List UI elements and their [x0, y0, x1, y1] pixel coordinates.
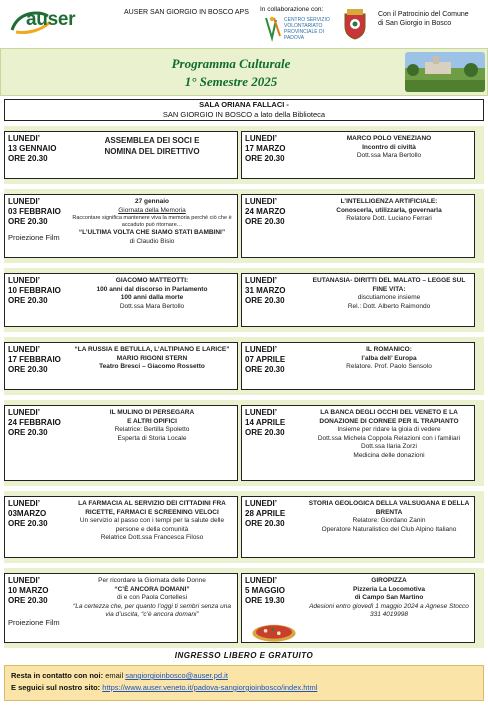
event-day: LUNEDI’: [245, 345, 277, 354]
event-time: ORE 20.30: [8, 296, 48, 305]
event-time: ORE 20.30: [245, 154, 285, 163]
patrocinio-line1: Con il Patrocinio del Comune: [378, 11, 469, 18]
event-line: E ALTRI OPIFICI: [127, 417, 177, 425]
event-line: EUTANASIA- DIRITTI DEL MALATO – LEGGE SUL FINE VITA:: [312, 277, 466, 293]
event-line: 27 gennaio: [135, 198, 169, 205]
event-date: [245, 134, 285, 164]
event-line: Rel.: Dott. Alberto Raimondo: [347, 302, 431, 310]
pizza-icon: [247, 620, 301, 644]
event-line: discutiamone insieme: [357, 294, 421, 301]
event-date: 17 MARZO: [245, 144, 286, 153]
contact-label: Resta in contatto con noi:: [11, 671, 104, 680]
event-time: ORE 20.30: [245, 217, 285, 226]
left-event-card: [4, 342, 238, 390]
title-line1: Programma Culturale: [171, 56, 291, 71]
event-date: [245, 408, 285, 438]
logo-text: auser: [26, 9, 76, 30]
left-event-card: [4, 131, 238, 179]
event-day: LUNEDI’: [8, 499, 40, 508]
event-line: Per ricordare la Giornata delle Donne: [98, 577, 206, 584]
website-link[interactable]: https://www.auser.veneto.it/padova-sangiorgioinbosco/index.html: [102, 683, 318, 692]
left-event-card: [4, 273, 238, 327]
venue-location: SAN GIORGIO IN BOSCO a lato della Biblioteca: [162, 109, 326, 119]
event-day: LUNEDI’: [8, 576, 40, 585]
left-event-card: [4, 405, 238, 481]
event-description: [69, 135, 235, 157]
event-description: [306, 277, 472, 311]
event-line: Operatore Naturalistico del Club Alpino Italiano: [321, 525, 457, 533]
event-line: “L’ULTIMA VOLTA CHE SIAMO STATI BAMBINI”: [78, 229, 226, 236]
event-line: “C’È ANCORA DOMANI”: [114, 585, 190, 593]
event-time: ORE 20.30: [245, 296, 285, 305]
event-time: ORE 20.30: [245, 519, 285, 528]
event-line: Pizzeria La Locomotiva: [353, 585, 425, 593]
event-line: IL ROMANICO:: [366, 346, 412, 353]
event-line: Relatore Dott. Luciano Ferrari: [346, 215, 432, 222]
event-description: [69, 500, 235, 543]
event-line: Raccontare significa mantenere viva la memoria perché ciò che è accaduto può ritornare…: [72, 215, 232, 228]
email-prefix: email: [105, 671, 124, 680]
event-extra: Proiezione Film: [8, 233, 60, 242]
event-day: LUNEDI’: [245, 276, 277, 285]
event-description: [306, 577, 472, 620]
event-description: [69, 277, 235, 311]
event-line: Teatro Bresci – Giacomo Rossetto: [99, 363, 205, 370]
right-event-card: [241, 273, 475, 327]
event-line: di e con Paola Cortellesi: [116, 594, 188, 601]
event-line: MARIO RIGONI STERN: [116, 354, 188, 362]
event-time: ORE 20.30: [245, 428, 285, 437]
event-day: LUNEDI’: [245, 134, 277, 143]
event-date: 24 FEBBRAIO: [8, 418, 61, 427]
event-line: Insieme per ridare la gioia di vedere: [337, 426, 441, 433]
right-event-card: [241, 496, 475, 558]
event-time: ORE 20.30: [8, 428, 48, 437]
event-date: [245, 276, 285, 306]
event-line: Dott.ssa Ilaria Zorzi: [361, 443, 417, 450]
event-description: [306, 409, 472, 460]
venue: [4, 99, 484, 121]
page-title: [131, 55, 331, 91]
site-label: E seguici sul nostro sito:: [11, 683, 101, 692]
event-line: L’INTELLIGENZA ARTIFICIALE:: [340, 198, 438, 205]
patrocinio: [378, 10, 469, 28]
event-line: Adesioni entro giovedì 1 maggio 2024 a Agnese Stocco 331 4019998: [309, 602, 469, 618]
event-time: ORE 19.30: [245, 596, 285, 605]
event-line: 100 anni dalla morte: [120, 294, 184, 301]
event-date: [8, 499, 48, 529]
event-line: Un servizio al passo con i tempi per la salute delle persone e della comunità: [79, 517, 225, 533]
event-line: “La certezza che, per quanto l’oggi ti sembri senza una via d’uscita, “c’è ancora domani”: [73, 602, 231, 618]
event-day: LUNEDI’: [8, 345, 40, 354]
event-date: 28 APRILE: [245, 509, 286, 518]
event-date: [8, 134, 56, 164]
event-date: 10 FEBBRAIO: [8, 286, 61, 295]
event-day: LUNEDI’: [8, 408, 40, 417]
event-time: ORE 20.30: [8, 519, 48, 528]
event-date: [245, 499, 285, 529]
event-date: [8, 408, 61, 438]
event-line: Relatore: Giordano Zanin: [352, 517, 426, 524]
event-day: LUNEDI’: [245, 499, 277, 508]
municipal-crest-icon: [342, 8, 368, 40]
event-date: 07 APRILE: [245, 355, 286, 364]
event-day: LUNEDI’: [8, 134, 40, 143]
event-date: [8, 276, 61, 306]
event-description: [69, 198, 235, 246]
venue-name: SALA ORIANA FALLACI -: [199, 100, 289, 109]
event-date: 17 FEBBRAIO: [8, 355, 61, 364]
event-time: ORE 20.30: [245, 365, 285, 374]
event-line: ASSEMBLEA DEI SOCI E: [104, 136, 200, 145]
right-event-card: [241, 194, 475, 258]
event-date: 14 APRILE: [245, 418, 286, 427]
patrocinio-line2: di San Giorgio in Bosco: [378, 20, 452, 27]
event-line: GIACOMO MATTEOTTI:: [115, 277, 189, 284]
event-line: Incontro di civiltà: [362, 143, 416, 151]
event-line: IL MULINO DI PERSEGARA: [109, 409, 195, 416]
event-line: Relatore. Prof. Paolo Sensolo: [346, 363, 432, 370]
event-line: GIROPIZZA: [371, 577, 407, 584]
event-description: [69, 409, 235, 443]
event-date: 24 MARZO: [245, 207, 286, 216]
event-line: “LA RUSSIA E BETULLA, L’ALTIPIANO E LARICE”: [74, 346, 230, 353]
header: [0, 0, 488, 45]
event-description: [306, 500, 472, 534]
right-event-card: [241, 131, 475, 179]
event-date: 03MARZO: [8, 509, 47, 518]
left-event-card: [4, 573, 238, 643]
event-line: Giornata della Memoria: [118, 206, 186, 214]
event-description: [306, 346, 472, 372]
event-line: MARCO POLO VENEZIANO: [346, 135, 432, 142]
event-line: 100 anni dal discorso in Parlamento: [96, 285, 208, 293]
event-date: 5 MAGGIO: [245, 586, 286, 595]
event-line: Relatrice Dott.ssa Francesca Filoso: [100, 534, 204, 541]
event-day: LUNEDI’: [8, 197, 40, 206]
event-description: [69, 346, 235, 372]
free-entry-note: INGRESSO LIBERO E GRATUITO: [174, 651, 314, 660]
event-date: 10 MARZO: [8, 586, 49, 595]
event-time: ORE 20.30: [8, 596, 48, 605]
email-link[interactable]: sangiorgioinbosco@auser.pd.it: [125, 671, 228, 680]
event-day: LUNEDI’: [245, 576, 277, 585]
event-day: LUNEDI’: [245, 408, 277, 417]
event-time: ORE 20.30: [8, 154, 48, 163]
event-line: Conoscerla, utilizzarla, governarla: [336, 206, 442, 214]
footer-contacts: [4, 665, 484, 701]
event-extra: Proiezione Film: [8, 618, 60, 627]
event-description: [306, 135, 472, 161]
event-day: LUNEDI’: [8, 276, 40, 285]
event-date: [245, 197, 285, 227]
event-date: 31 MARZO: [245, 286, 286, 295]
right-event-card: [241, 342, 475, 390]
event-line: Esperta di Storia Locale: [117, 434, 187, 442]
event-description: [69, 577, 235, 620]
event-line: di Campo San Martino: [354, 594, 424, 601]
event-date: 03 FEBBRAIO: [8, 207, 61, 216]
left-event-card: [4, 194, 238, 258]
event-date: 13 GENNAIO: [8, 144, 57, 153]
landscape-photo: [405, 52, 485, 92]
event-line: STORIA GEOLOGICA DELLA VALSUGANA E DELLA BRENTA: [308, 500, 470, 516]
event-line: Dott.ssa Michela Coppola Relazioni con i familiari: [317, 434, 461, 442]
event-time: ORE 20.30: [8, 217, 48, 226]
right-event-card: [241, 405, 475, 481]
event-date: [245, 345, 285, 375]
event-date: [245, 576, 285, 606]
event-line: LA FARMACIA AL SERVIZIO DEI CITTADINI FRA RICETTE, FARMACI E SCREENING VELOCI: [78, 500, 226, 516]
event-date: [8, 197, 61, 227]
event-line: Dott.ssa Mara Bertollo: [356, 152, 422, 159]
title-band: [0, 48, 488, 96]
event-line: l’alba dell’ Europa: [361, 354, 417, 362]
collab-label: In collaborazione con:: [260, 6, 324, 13]
org-name: AUSER SAN GIORGIO IN BOSCO APS: [124, 9, 249, 16]
event-line: Relatrice: Bertilla Spoletto: [114, 426, 190, 433]
event-line: LA BANCA DEGLI OCCHI DEL VENETO E LA DONAZIONE DI CORNEE PER IL TRAPIANTO: [319, 409, 459, 425]
left-event-card: [4, 496, 238, 558]
event-line: NOMINA DEL DIRETTIVO: [104, 147, 200, 156]
event-date: [8, 576, 48, 606]
event-line: Dott.ssa Mara Bertollo: [119, 302, 185, 310]
event-line: di Claudio Bisio: [129, 237, 175, 245]
event-description: [306, 198, 472, 224]
event-line: Medicina delle donazioni: [353, 451, 425, 459]
event-day: LUNEDI’: [245, 197, 277, 206]
csv-name: CENTRO SERVIZIO VOLONTARIATO PROVINCIALE DI PADOVA: [284, 17, 330, 41]
title-line2: 1° Semestre 2025: [184, 74, 278, 89]
event-date: [8, 345, 61, 375]
event-time: ORE 20.30: [8, 365, 48, 374]
